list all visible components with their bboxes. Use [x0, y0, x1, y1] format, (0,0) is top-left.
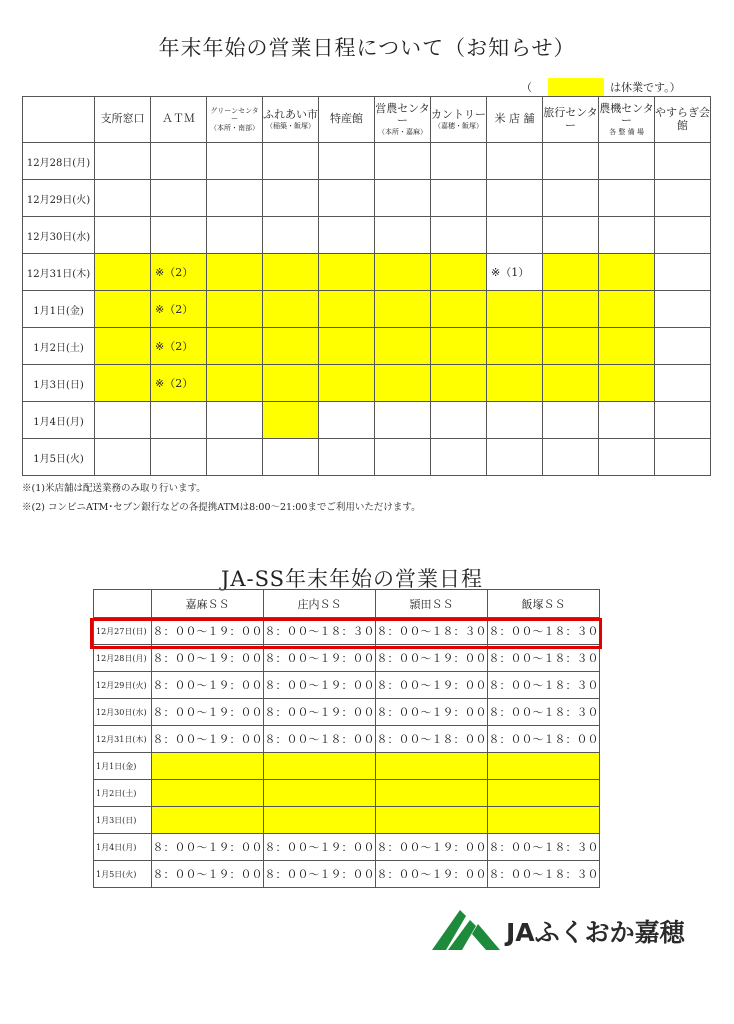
closed-cell: [207, 328, 263, 365]
open-cell: [319, 402, 375, 439]
column-header-sub: （本所・南部）: [210, 123, 259, 132]
ss-row-date: 1月3日(日): [94, 807, 152, 834]
table-row: [23, 143, 711, 180]
station-header: 庄内ＳＳ: [264, 590, 376, 618]
closed-cell: [319, 254, 375, 291]
ss-closed-cell: [264, 753, 376, 780]
legend-text: は休業です。）: [610, 81, 681, 94]
ss-hours-cell: ８：００～１８：３０: [488, 618, 600, 645]
closed-cell: [319, 328, 375, 365]
header-corner: [23, 97, 95, 143]
column-header-label: ＡＴＭ: [162, 112, 195, 126]
ss-closed-cell: [264, 780, 376, 807]
ss-closed-cell: [264, 807, 376, 834]
ss-closed-cell: [376, 807, 488, 834]
ss-hours-cell: ８：００～１８：３０: [488, 699, 600, 726]
open-cell: [151, 402, 207, 439]
ss-schedule-title-text: JA-SS年末年始の営業日程: [220, 567, 484, 591]
closed-cell: [431, 291, 487, 328]
ja-logo-text: JAふくおか嘉穂: [506, 918, 685, 947]
open-cell: [207, 180, 263, 217]
closed-cell: [95, 365, 151, 402]
page-title: 年末年始の営業日程について（お知らせ）: [158, 36, 576, 60]
closed-cell: ※（2）: [151, 365, 207, 402]
closed-cell: [263, 328, 319, 365]
ss-closed-cell: [376, 780, 488, 807]
closed-cell: [487, 328, 543, 365]
ss-row-date: 12月30日(水): [94, 699, 152, 726]
closed-cell: [599, 365, 655, 402]
closed-cell: [263, 402, 319, 439]
column-header: [543, 97, 599, 143]
legend-swatch: [548, 78, 604, 96]
closed-cell: [487, 365, 543, 402]
ss-row-date: 12月28日(月): [94, 645, 152, 672]
row-date: 12月28日(月): [23, 143, 95, 180]
ss-header-row: [94, 590, 600, 618]
closed-cell: [207, 365, 263, 402]
open-cell: [655, 217, 711, 254]
open-cell: [95, 143, 151, 180]
open-cell: [487, 143, 543, 180]
open-cell: [207, 217, 263, 254]
row-date: 1月1日(金): [23, 291, 95, 328]
highlight-box: [90, 618, 602, 649]
open-cell: [487, 439, 543, 476]
column-header-label: 特産館: [330, 112, 363, 126]
closed-cell: [543, 291, 599, 328]
ss-row-date: 1月2日(土): [94, 780, 152, 807]
column-header-label: 旅行センター: [543, 105, 598, 132]
ss-row-date: 12月31日(木): [94, 726, 152, 753]
open-cell: [431, 180, 487, 217]
column-header-label: 営農センター: [375, 101, 430, 128]
column-header-label: やすらぎ会館: [655, 105, 710, 132]
column-header-sub: （本所・嘉麻）: [378, 128, 427, 137]
row-date: 12月31日(木): [23, 254, 95, 291]
open-cell: [543, 439, 599, 476]
open-cell: [151, 217, 207, 254]
ss-closed-cell: [152, 780, 264, 807]
ss-hours-cell: ８：００～１８：３０: [488, 672, 600, 699]
column-header: [487, 97, 543, 143]
open-cell: [431, 143, 487, 180]
open-cell: [487, 217, 543, 254]
open-cell: [655, 254, 711, 291]
open-cell: [431, 402, 487, 439]
open-cell: [655, 402, 711, 439]
column-header: [319, 97, 375, 143]
row-date: 12月30日(水): [23, 217, 95, 254]
ss-hours-cell: ８：００～１９：００: [376, 861, 488, 888]
ss-closed-cell: [152, 807, 264, 834]
open-cell: [319, 180, 375, 217]
legend: [521, 78, 681, 96]
open-cell: [263, 217, 319, 254]
open-cell: [375, 402, 431, 439]
ss-hours-cell: ８：００～１８：００: [376, 726, 488, 753]
station-header: 嘉麻ＳＳ: [152, 590, 264, 618]
closed-cell: [263, 254, 319, 291]
ss-hours-cell: ８：００～１９：００: [264, 834, 376, 861]
open-cell: [207, 439, 263, 476]
open-cell: [375, 439, 431, 476]
row-date: 1月3日(日): [23, 365, 95, 402]
closed-cell: [263, 365, 319, 402]
closed-cell: ※（2）: [151, 291, 207, 328]
closed-cell: [95, 328, 151, 365]
closed-cell: [599, 254, 655, 291]
table-row: [23, 439, 711, 476]
ss-hours-cell: ８：００～１９：００: [152, 861, 264, 888]
ss-hours-cell: ８：００～１８：３０: [376, 618, 488, 645]
closed-cell: [319, 291, 375, 328]
open-cell: [599, 402, 655, 439]
closed-cell: [599, 328, 655, 365]
closed-cell: ※（2）: [151, 254, 207, 291]
table-row: [23, 291, 711, 328]
ss-hours-cell: ８：００～１８：３０: [488, 834, 600, 861]
ss-hours-cell: ８：００～１９：００: [264, 672, 376, 699]
open-cell: [95, 180, 151, 217]
ss-table-row: [94, 780, 600, 807]
column-header-label: 米 店 舗: [494, 112, 535, 126]
row-date: 1月2日(土): [23, 328, 95, 365]
open-cell: [543, 180, 599, 217]
closed-cell: [319, 365, 375, 402]
column-header: [599, 97, 655, 143]
ss-table-row: [94, 699, 600, 726]
table-row: [23, 217, 711, 254]
closed-cell: [431, 328, 487, 365]
open-cell: [431, 217, 487, 254]
open-cell: [95, 217, 151, 254]
table-row: [23, 254, 711, 291]
ss-table-row: [94, 672, 600, 699]
open-cell: [319, 439, 375, 476]
closed-cell: [487, 291, 543, 328]
open-cell: [207, 143, 263, 180]
closed-cell: [599, 291, 655, 328]
table-row: [23, 402, 711, 439]
closed-cell: [375, 328, 431, 365]
closed-cell: [207, 291, 263, 328]
closed-cell: [207, 254, 263, 291]
station-header: 飯塚ＳＳ: [488, 590, 600, 618]
open-cell: [151, 143, 207, 180]
ss-hours-cell: ８：００～１９：００: [264, 699, 376, 726]
ss-closed-cell: [488, 780, 600, 807]
closed-cell: [375, 365, 431, 402]
closed-cell: [431, 254, 487, 291]
ss-row-date: 12月27日(日): [94, 618, 152, 645]
ss-row-date: 1月1日(金): [94, 753, 152, 780]
table-header-row: [23, 97, 711, 143]
open-cell: [319, 217, 375, 254]
ss-row-date: 12月29日(火): [94, 672, 152, 699]
ss-closed-cell: [152, 753, 264, 780]
column-header-label: ふれあい市: [263, 108, 318, 122]
open-cell: [599, 439, 655, 476]
ss-table-row: [94, 807, 600, 834]
footnote-1: ※(1)米店舗は配送業務のみ取り行います。: [22, 483, 206, 494]
open-cell: [95, 439, 151, 476]
closed-cell: [375, 291, 431, 328]
column-header-sub: （稲築・飯塚）: [266, 121, 315, 130]
row-date: 12月29日(火): [23, 180, 95, 217]
open-cell: [375, 217, 431, 254]
closed-cell: [543, 254, 599, 291]
ss-hours-cell: ８：００～１８：３０: [488, 861, 600, 888]
open-cell: [207, 402, 263, 439]
open-cell: [151, 439, 207, 476]
column-header-label: 支所窓口: [100, 112, 145, 126]
open-cell: [263, 180, 319, 217]
business-schedule-table: [22, 96, 711, 476]
ss-hours-cell: ８：００～１９：００: [376, 834, 488, 861]
table-row: [23, 180, 711, 217]
ss-closed-cell: [376, 753, 488, 780]
open-cell: [319, 143, 375, 180]
ss-row-date: 1月4日(月): [94, 834, 152, 861]
closed-cell: [95, 291, 151, 328]
open-cell: [431, 439, 487, 476]
closed-cell: [543, 365, 599, 402]
column-header: [431, 97, 487, 143]
ss-hours-cell: ８：００～１９：００: [264, 861, 376, 888]
open-cell: [655, 365, 711, 402]
closed-cell: [375, 254, 431, 291]
open-cell: [487, 402, 543, 439]
column-header-sub: 各 整 備 場: [609, 128, 644, 137]
column-header: [95, 97, 151, 143]
column-header-sub: （嘉穂・飯塚）: [434, 121, 483, 130]
ss-hours-cell: ８：００～１８：００: [488, 726, 600, 753]
closed-cell: [431, 365, 487, 402]
open-cell: [655, 291, 711, 328]
open-cell: [543, 217, 599, 254]
row-date: 1月4日(月): [23, 402, 95, 439]
closed-cell: ※（2）: [151, 328, 207, 365]
column-header: [207, 97, 263, 143]
ss-hours-cell: ８：００～１９：００: [152, 699, 264, 726]
table-row: [23, 328, 711, 365]
open-cell: [599, 180, 655, 217]
column-header-label: 農機センター: [599, 101, 654, 128]
ss-table-row: [94, 861, 600, 888]
open-cell: [95, 402, 151, 439]
open-cell: [375, 143, 431, 180]
open-cell: [487, 180, 543, 217]
closed-cell: [95, 254, 151, 291]
open-cell: [599, 217, 655, 254]
ss-table-row: [94, 726, 600, 753]
table-row: [23, 365, 711, 402]
ss-hours-cell: ８：００～１９：００: [152, 672, 264, 699]
ss-hours-cell: ８：００～１９：００: [152, 645, 264, 672]
ss-closed-cell: [488, 753, 600, 780]
ss-row-date: 1月5日(火): [94, 861, 152, 888]
column-header: [151, 97, 207, 143]
ss-table-row: [94, 753, 600, 780]
footnotes: [22, 479, 421, 517]
open-cell: [151, 180, 207, 217]
closed-cell: [263, 291, 319, 328]
ss-hours-cell: ８：００～１９：００: [152, 618, 264, 645]
ss-hours-cell: ８：００～１９：００: [376, 672, 488, 699]
open-cell: [655, 143, 711, 180]
open-cell: [655, 328, 711, 365]
legend-open: （: [521, 81, 532, 94]
open-cell: [543, 402, 599, 439]
ss-header-corner: [94, 590, 152, 618]
column-header-label: カントリー: [431, 108, 486, 122]
ss-table-row: [94, 834, 600, 861]
ss-hours-cell: ８：００～１８：００: [264, 726, 376, 753]
column-header: [263, 97, 319, 143]
open-cell: [543, 143, 599, 180]
open-cell: [599, 143, 655, 180]
open-cell: ※（1）: [487, 254, 543, 291]
footnote-2: ※(2) コンビニATM･セブン銀行などの各提携ATMは8:00～21:00までご利用いただけます。: [22, 502, 421, 513]
ss-hours-cell: ８：００～１９：００: [152, 726, 264, 753]
ss-closed-cell: [488, 807, 600, 834]
open-cell: [375, 180, 431, 217]
open-cell: [655, 180, 711, 217]
ss-hours-cell: ８：００～１９：００: [264, 645, 376, 672]
ss-hours-cell: ８：００～１８：３０: [488, 645, 600, 672]
open-cell: [263, 439, 319, 476]
row-date: 1月5日(火): [23, 439, 95, 476]
ss-hours-cell: ８：００～１９：００: [376, 645, 488, 672]
ss-hours-cell: ８：００～１９：００: [376, 699, 488, 726]
closed-cell: [543, 328, 599, 365]
column-header: [375, 97, 431, 143]
column-header-label: グリーンセンター: [210, 107, 259, 124]
open-cell: [263, 143, 319, 180]
ja-logo: [432, 910, 685, 952]
ss-hours-cell: ８：００～１８：３０: [264, 618, 376, 645]
column-header: [655, 97, 711, 143]
ja-logo-mark-icon: [432, 910, 502, 952]
open-cell: [655, 439, 711, 476]
ss-hours-cell: ８：００～１９：００: [152, 834, 264, 861]
station-header: 頴田ＳＳ: [376, 590, 488, 618]
